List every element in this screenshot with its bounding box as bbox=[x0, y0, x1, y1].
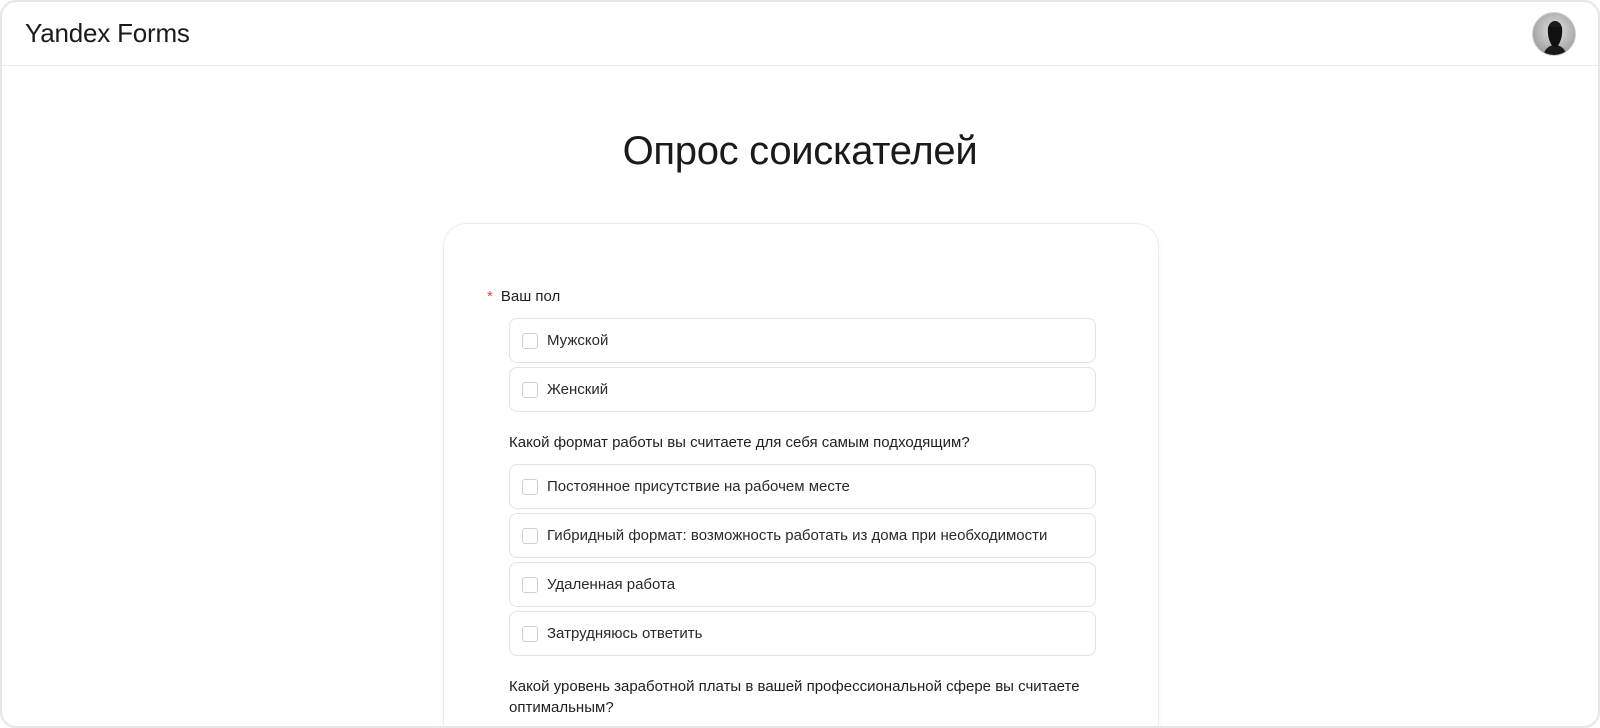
option-label: Постоянное присутствие на рабочем месте bbox=[547, 478, 850, 495]
option-female[interactable] bbox=[509, 367, 1096, 412]
question-1-text: Ваш пол bbox=[500, 288, 561, 305]
option-office[interactable] bbox=[509, 464, 1096, 509]
question-1-label bbox=[487, 286, 560, 307]
checkbox-hybrid[interactable] bbox=[522, 528, 538, 544]
option-male[interactable] bbox=[509, 318, 1096, 363]
top-header bbox=[2, 2, 1598, 66]
option-hybrid[interactable] bbox=[509, 513, 1096, 558]
checkbox-office[interactable] bbox=[522, 479, 538, 495]
form-card bbox=[443, 223, 1159, 728]
option-remote[interactable] bbox=[509, 562, 1096, 607]
checkbox-remote[interactable] bbox=[522, 577, 538, 593]
required-mark: * bbox=[487, 288, 493, 305]
checkbox-female[interactable] bbox=[522, 382, 538, 398]
option-label: Мужской bbox=[547, 332, 609, 349]
avatar-image-icon bbox=[1533, 13, 1576, 56]
option-label: Женский bbox=[547, 381, 609, 398]
question-3-label: Какой уровень заработной платы в вашей профессиональной сфере вы считаете оптимальным? bbox=[509, 678, 1080, 716]
question-2-label: Какой формат работы вы считаете для себя самым подходящим? bbox=[509, 434, 970, 451]
checkbox-undecided[interactable] bbox=[522, 626, 538, 642]
page-title: Опрос соискателей bbox=[622, 129, 978, 173]
option-label: Гибридный формат: возможность работать из дома при необходимости bbox=[547, 527, 1048, 544]
app-logo[interactable]: Yandex Forms bbox=[25, 18, 190, 48]
user-avatar[interactable] bbox=[1532, 12, 1576, 56]
option-label: Затрудняюсь ответить bbox=[547, 625, 703, 642]
checkbox-male[interactable] bbox=[522, 333, 538, 349]
option-undecided[interactable] bbox=[509, 611, 1096, 656]
option-label: Удаленная работа bbox=[547, 576, 676, 593]
